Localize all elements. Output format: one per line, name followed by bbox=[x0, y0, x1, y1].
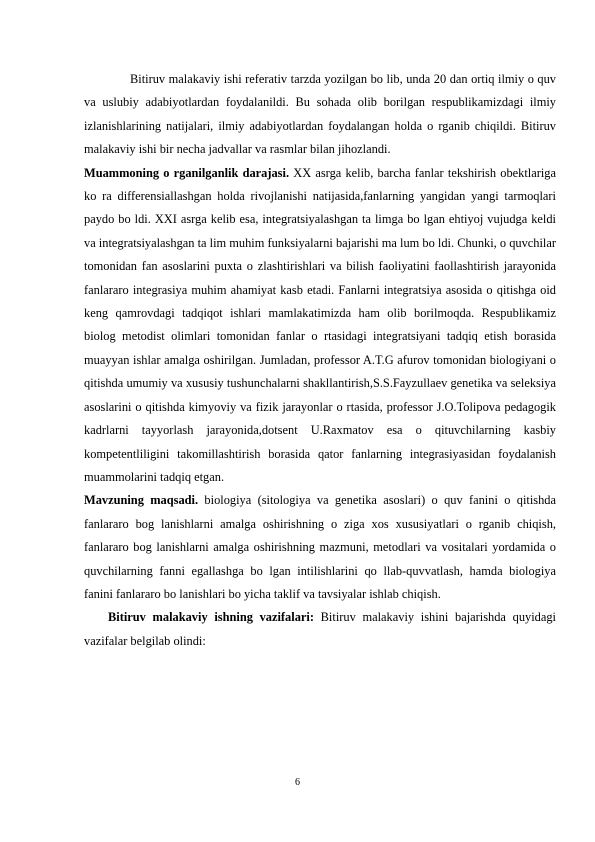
document-page bbox=[84, 68, 556, 653]
paragraph-intro-text: Bitiruv malakaviy ishi referativ tarzda yozilgan bo lib, unda 20 dan ortiq ilmiy o quv va uslubiy adabiyotlardan foydalanildi. Bu sohada olib borilgan respublikamizdagi ilmiy izlanishlarining natijalari, ilmiy adabiyotlardan foydalangan holda o rganib chiqildi. Bitiruv malakaviy ishi bir necha jadvallar va rasmlar bilan jihozlandi. bbox=[84, 72, 556, 157]
paragraph-research-level bbox=[84, 162, 556, 490]
paragraph-research-level-heading: Muammoning o rganilganlik darajasi. bbox=[84, 165, 290, 180]
paragraph-intro bbox=[84, 68, 556, 162]
paragraph-goal-text: biologiya (sitologiya va genetika asoslari) o quv fanini o qitishda fanlararo bog lanishlarni amalga oshirishning o ziga xos xususiyatlari o rganib chiqish, fanlararo bog lanishlarni amalga oshirishning mazmuni, metodlari va vositalari yordamida o quvchilarning fanni egallashga bo lgan intilishlarini qo llab-quvvatlash, hamda biologiya fanini fanlararo bo lanishlari bo yicha taklif va tavsiyalar ishlab chiqish. bbox=[84, 493, 556, 601]
page-number: 6 bbox=[295, 777, 300, 788]
paragraph-tasks bbox=[84, 606, 556, 653]
paragraph-goal bbox=[84, 489, 556, 606]
paragraph-tasks-text: Bitiruv malakaviy ishini bajarishda quyidagi vazifalar belgilab olindi: bbox=[84, 610, 556, 648]
paragraph-goal-heading: Mavzuning maqsadi. bbox=[84, 493, 199, 508]
paragraph-tasks-heading: Bitiruv malakaviy ishning vazifalari: bbox=[108, 610, 314, 625]
paragraph-research-level-text: XX asrga kelib, barcha fanlar tekshirish obektlariga ko ra differensiallashgan holda rivojlanishi natijasida,fanlarning yangidan yangi tarmoqlari paydo bo ldi. XXI asrga kelib esa, integratsiyalashgan ta limga bo lgan ehtiyoj vujudga keldi va integratsiyalashgan ta lim muhim funksiyalarni bajarishi ma lum bo ldi. Chunki, o quvchilar tomonidan fan asoslarini puxta o zlashtirishlari va bilish faoliyatini faollashtirish jarayonida fanlararo integrasiya muhim ahamiyat kasb etadi. Fanlarni integratsiya asosida o qitishga oid keng qamrovdagi tadqiqot ishlari mamlakatimizda ham olib borilmoqda. Respublikamiz biolog metodist olimlari tomonidan fanlar o rtasidagi integratsiyani tadqiq etish borasida muayyan ishlar amalga oshirilgan. Jumladan, professor A.T.G afurov tomonidan biologiyani o qitishda umumiy va xususiy tushunchalarni shakllantirish,S.S.Fayzullaev genetika va seleksiya asoslarini o qitishda kimyoviy va fizik jarayonlar o rtasida, professor J.O.Tolipova pedagogik kadrlarni tayyorlash jarayonida,dotsent U.Raxmatov esa o qituvchilarning kasbiy kompetentliligini takomillashtirish borasida qator fanlarning integrasiyasidan foydalanish muammolarini tadqiq etgan. bbox=[84, 165, 556, 484]
